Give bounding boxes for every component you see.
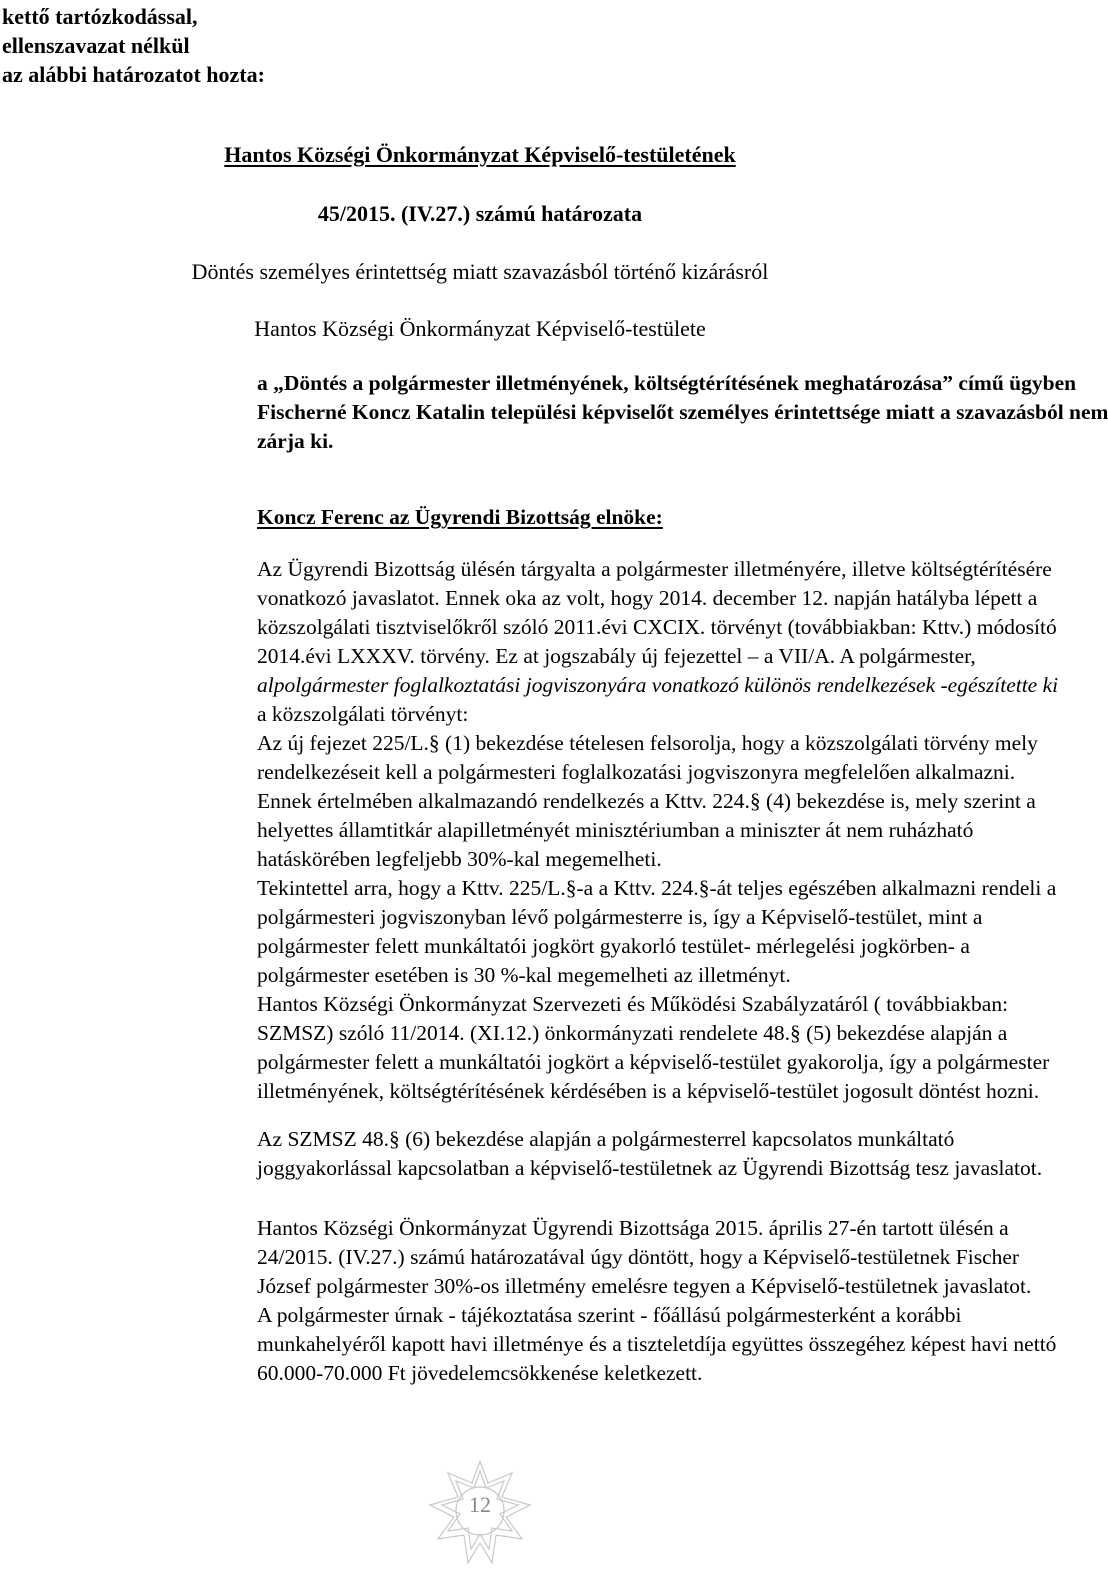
intro-vote-result: [2, 2, 265, 89]
para-line: 60.000-70.000 Ft jövedelemcsökkenése keletkezett.: [257, 1361, 703, 1385]
decision-text: [257, 369, 1108, 456]
body-name: Hantos Községi Önkormányzat Képviselő-testülete: [254, 316, 706, 341]
para-line: 24/2015. (IV.27.) számú határozatával úgy döntött, hogy a Képviselő-testületnek Fischer: [257, 1245, 1020, 1269]
para-line: Hantos Községi Önkormányzat Ügyrendi Bizottsága 2015. április 27-én tartott ülésén a: [257, 1216, 1009, 1240]
para-line: Az új fejezet 225/L.§ (1) bekezdése tételesen felsorolja, hogy a közszolgálati törvény mely: [257, 731, 1038, 755]
speaker-heading: Koncz Ferenc az Ügyrendi Bizottság elnöke:: [257, 505, 663, 529]
para-line: polgármester felett munkáltatói jogkört gyakorló testület- mérlegelési jogkörben- a: [257, 934, 970, 958]
para-line: Hantos Községi Önkormányzat Szervezeti és Működési Szabályzatáról ( továbbiakban:: [257, 992, 1009, 1016]
paragraph-szmsz: [257, 1125, 1043, 1183]
para-line: SZMSZ) szóló 11/2014. (XI.12.) önkormányzati rendelete 48.§ (5) bekezdése alapján a: [257, 1021, 1008, 1045]
para-line: József polgármester 30%-os illetmény emelésre tegyen a Képviselő-testületnek javaslatot.: [257, 1274, 1032, 1298]
para-line: munkahelyéről kapott havi illetménye és a tiszteletdíja együttes összegéhez képest havi nettó: [257, 1332, 1057, 1356]
para-line: A polgármester úrnak - tájékoztatása szerint - főállású polgármesterként a korábbi: [257, 1303, 962, 1327]
para-line: közszolgálati tisztviselőkről szóló 2011.évi CXCIX. törvényt (továbbiakban: Kttv.) módosító: [257, 615, 1057, 639]
para-line: joggyakorlással kapcsolatban a képviselő-testületnek az Ügyrendi Bizottság tesz javaslatot.: [257, 1156, 1043, 1180]
para-line: a közszolgálati törvényt:: [257, 702, 469, 726]
decision-line: Fischerné Koncz Katalin települési képviselőt személyes érintettsége miatt a szavazásból nem: [257, 400, 1108, 424]
para-line: polgármesteri jogviszonyban lévő polgármesterre is, így a Képviselő-testület, mint a: [257, 905, 983, 929]
decision-line: zárja ki.: [257, 429, 334, 453]
para-line: illetményének, költségtérítésének kérdésében is a képviselő-testület jogosult döntést hozni.: [257, 1079, 1040, 1103]
para-line: Az Ügyrendi Bizottság ülésén tárgyalta a polgármester illetményére, illetve költségtérítésére: [257, 557, 1052, 581]
para-line: alpolgármester foglalkoztatási jogviszonyára vonatkozó különös rendelkezések -egészítette ki: [257, 673, 1059, 697]
para-line: hatáskörében legfeljebb 30%-kal megemelheti.: [257, 847, 662, 871]
paragraph-main: [257, 555, 1059, 1106]
para-line: Az SZMSZ 48.§ (6) bekezdése alapján a polgármesterrel kapcsolatos munkáltató: [257, 1127, 955, 1151]
body-title: Hantos Községi Önkormányzat Képviselő-testületének: [224, 142, 736, 167]
resolution-subject: Döntés személyes érintettség miatt szavazásból történő kizárásról: [191, 259, 769, 284]
intro-line: kettő tartózkodással,: [2, 4, 198, 29]
intro-line: ellenszavazat nélkül: [2, 33, 190, 58]
page-number: 12: [469, 1492, 491, 1517]
paragraph-committee: [257, 1214, 1057, 1388]
intro-line: az alábbi határozatot hozta:: [2, 62, 265, 87]
para-line: polgármester felett a munkáltatói jogkört a képviselő-testület gyakorolja, így a polgármester: [257, 1050, 1050, 1074]
resolution-number: 45/2015. (IV.27.) számú határozata: [317, 201, 643, 226]
decision-line: a „Döntés a polgármester illetményének, költségtérítésének meghatározása” című ügyben: [257, 371, 1077, 395]
para-line: Ennek értelmében alkalmazandó rendelkezés a Kttv. 224.§ (4) bekezdése is, mely szerint a: [257, 789, 1036, 813]
para-line: Tekintettel arra, hogy a Kttv. 225/L.§-a a Kttv. 224.§-át teljes egészében alkalmazni rendeli a: [257, 876, 1057, 900]
para-line: 2014.évi LXXXV. törvény. Ez at jogszabály új fejezettel – a VII/A. A polgármester,: [257, 644, 976, 668]
para-line: vonatkozó javaslatot. Ennek oka az volt, hogy 2014. december 12. napján hatályba lépett a: [257, 586, 1038, 610]
para-line: rendelkezéseit kell a polgármesteri foglalkozatási jogviszonyra megfelelően alkalmazni.: [257, 760, 1016, 784]
para-line: helyettes államtitkár alapilletményét minisztériumban a miniszter át nem ruházható: [257, 818, 974, 842]
para-line: polgármester esetében is 30 %-kal megemelheti az illetményt.: [257, 963, 791, 987]
